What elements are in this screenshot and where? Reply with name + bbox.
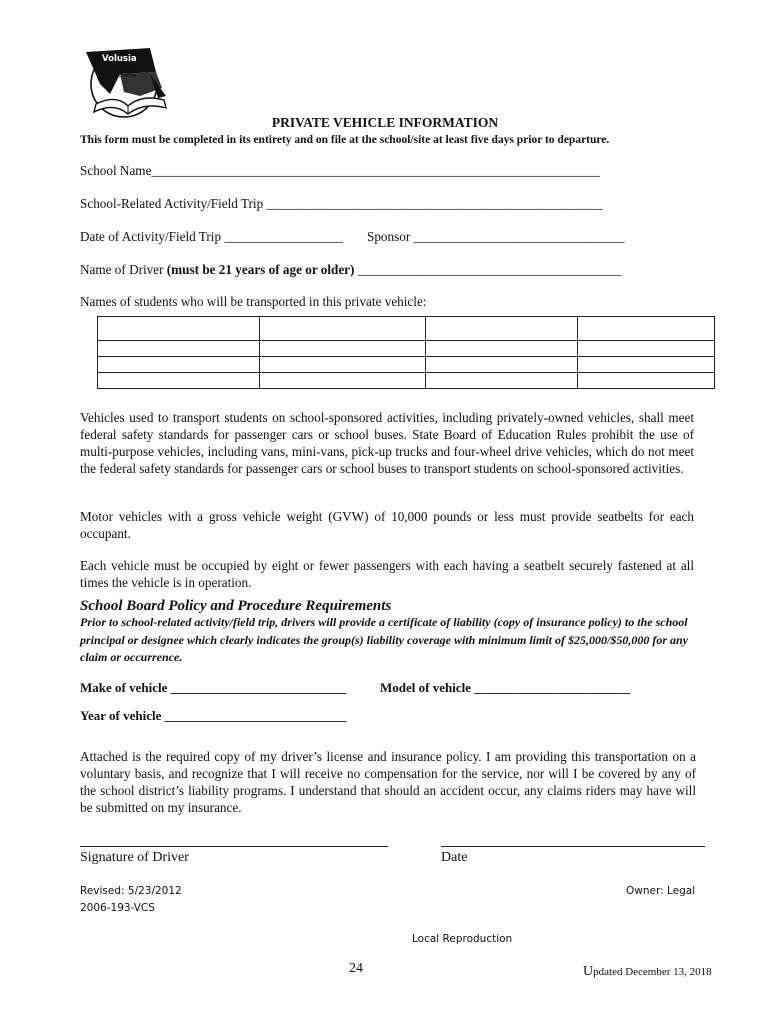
signature-of-driver-label: Signature of Driver bbox=[80, 850, 189, 865]
form-subtitle: This form must be completed in its entirety and on file at the school/site at least five days prior to departure. bbox=[80, 134, 610, 146]
table-row bbox=[98, 317, 715, 341]
student-cell[interactable] bbox=[259, 357, 426, 373]
student-cell[interactable] bbox=[578, 373, 715, 389]
student-cell[interactable] bbox=[578, 317, 715, 341]
driver-name-field[interactable] bbox=[80, 262, 621, 278]
policy-text: Prior to school-related activity/field trip, drivers will provide a certificate of liability (copy of insurance policy) to the school principal or designee which clearly indicates the group(s) liability coverage with minimum limit of $25,000/$50,000 for any claim or occurrence. bbox=[80, 615, 688, 664]
student-cell[interactable] bbox=[426, 341, 578, 357]
sponsor-field[interactable]: Sponsor ________________________________ bbox=[367, 229, 625, 244]
vehicle-standards-paragraph: Vehicles used to transport students on school-sponsored activities, including privately-owned vehicles, shall meet federal safety standards for passenger cars or school buses. State Board of Education Rules prohibit the use of multi-purpose vehicles, including vans, mini-vans, pick-up trucks and four-wheel drive vehicles, which do not meet the federal safety standards for passenger cars or school buses to transport students on school-sponsored activities. bbox=[80, 410, 694, 476]
student-cell[interactable] bbox=[426, 357, 578, 373]
year-of-vehicle-field[interactable]: Year of vehicle ____________________________ bbox=[80, 708, 347, 723]
student-cell[interactable] bbox=[98, 357, 260, 373]
driver-signature-line[interactable] bbox=[80, 846, 388, 847]
revised-date: Revised: 5/23/2012 bbox=[80, 885, 182, 897]
student-cell[interactable] bbox=[98, 317, 260, 341]
student-cell[interactable] bbox=[98, 373, 260, 389]
logo-text-volusia: Volusia bbox=[102, 54, 137, 64]
activity-field[interactable]: School-Related Activity/Field Trip ___________________________________________________ bbox=[80, 196, 603, 211]
student-cell[interactable] bbox=[259, 317, 426, 341]
student-cell[interactable] bbox=[259, 373, 426, 389]
form-title: PRIVATE VEHICLE INFORMATION bbox=[271, 115, 499, 130]
form-number: 2006-193-VCS bbox=[80, 902, 155, 914]
local-reproduction: Local Reproduction bbox=[412, 933, 513, 945]
attestation-paragraph: Attached is the required copy of my driver’s license and insurance policy. I am providing this transportation on a voluntary basis, and recognize that I will receive no compensation for the service, nor will I be covered by any of the school district’s liability programs. I understand that should an accident occur, any claims riders may have will be submitted on my insurance. bbox=[80, 749, 696, 815]
school-name-field[interactable]: School Name____________________________________________________________________ bbox=[80, 163, 600, 178]
owner-label: Owner: Legal bbox=[626, 885, 696, 897]
updated-initial: U bbox=[583, 964, 594, 979]
page-number: 24 bbox=[349, 961, 363, 976]
driver-label: Name of Driver bbox=[80, 262, 167, 277]
student-cell[interactable] bbox=[426, 317, 578, 341]
updated-rest: pdated December 13, 2018 bbox=[593, 966, 712, 978]
driver-age-requirement: (must be 21 years of age or older) bbox=[166, 262, 355, 277]
date-signature-line[interactable] bbox=[441, 846, 705, 847]
students-table bbox=[97, 316, 715, 389]
volusia-county-schools-logo bbox=[80, 44, 172, 126]
seatbelt-paragraph: Motor vehicles with a gross vehicle weight (GVW) of 10,000 pounds or less must provide seatbelts for each occupant. bbox=[80, 509, 694, 541]
date-label: Date bbox=[441, 850, 468, 865]
table-row bbox=[98, 341, 715, 357]
student-cell[interactable] bbox=[426, 373, 578, 389]
make-of-vehicle-field[interactable]: Make of vehicle ___________________________ bbox=[80, 680, 347, 695]
student-cell[interactable] bbox=[578, 341, 715, 357]
occupancy-paragraph: Each vehicle must be occupied by eight or fewer passengers with each having a seatbelt securely fastened at all times the vehicle is in operation. bbox=[80, 558, 694, 590]
student-cell[interactable] bbox=[259, 341, 426, 357]
date-field[interactable]: Date of Activity/Field Trip __________________ bbox=[80, 229, 344, 244]
model-of-vehicle-field[interactable]: Model of vehicle ________________________ bbox=[380, 680, 631, 695]
updated-date bbox=[583, 962, 712, 980]
logo-text-county: County bbox=[117, 66, 137, 72]
student-cell[interactable] bbox=[578, 357, 715, 373]
table-row bbox=[98, 373, 715, 389]
students-label: Names of students who will be transported in this private vehicle: bbox=[80, 294, 427, 309]
policy-heading: School Board Policy and Procedure Requirements bbox=[80, 598, 392, 614]
driver-blank: ________________________________________ bbox=[354, 262, 622, 277]
table-row bbox=[98, 357, 715, 373]
student-cell[interactable] bbox=[98, 341, 260, 357]
logo-text-schools: Schools bbox=[115, 73, 137, 79]
